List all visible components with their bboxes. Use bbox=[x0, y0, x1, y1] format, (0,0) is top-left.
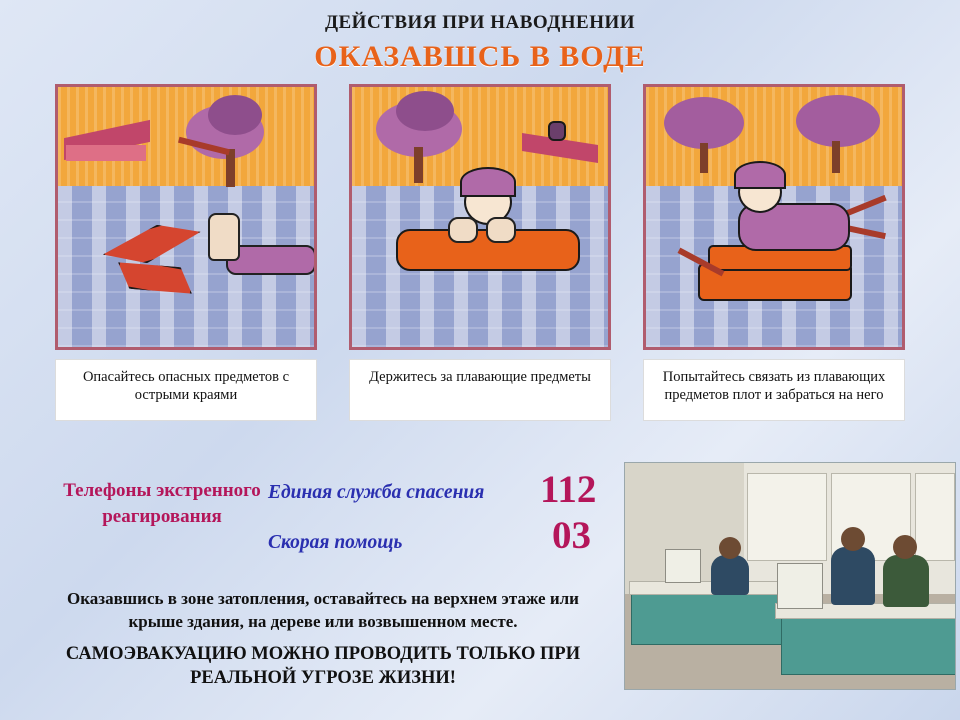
illustration-build-raft bbox=[643, 84, 905, 350]
photo-desk-right bbox=[781, 613, 956, 675]
panel-caption: Попытайтесь связать из плавающих предметов плот и забраться на него bbox=[643, 359, 905, 421]
tree-crown-icon bbox=[664, 97, 744, 149]
photo-operator-2-head bbox=[841, 527, 865, 551]
tree-crown-2-icon bbox=[396, 91, 454, 131]
service-number-1: 112 bbox=[540, 468, 597, 511]
tree-crown-2-icon bbox=[796, 95, 880, 147]
panel-caption: Опасайтесь опасных предметов с острыми краями bbox=[55, 359, 317, 421]
hand-right bbox=[486, 217, 516, 243]
emergency-phones-label: Телефоны экстренного реагирования bbox=[63, 480, 261, 527]
tree-crown-2-icon bbox=[208, 95, 262, 135]
photo-desk-left bbox=[631, 589, 783, 645]
service-number-2: 03 bbox=[552, 514, 591, 557]
panel-3 bbox=[643, 84, 905, 421]
service-name-2: Скорая помощь bbox=[268, 532, 403, 553]
hand-left bbox=[448, 217, 478, 243]
advice-line-1: Оказавшись в зоне затопления, оставайтесь на верхнем этаже или крыше здания, на дереве или возвышенном месте. bbox=[67, 589, 579, 631]
tree-trunk-2-icon bbox=[832, 141, 840, 173]
photo-operator-3 bbox=[883, 555, 929, 607]
page-title: ДЕЙСТВИЯ ПРИ НАВОДНЕНИИ bbox=[324, 12, 636, 33]
photo-monitor-2 bbox=[777, 563, 823, 609]
panel-caption: Держитесь за плавающие предметы bbox=[349, 359, 611, 421]
panel-1 bbox=[55, 84, 317, 421]
advice-block bbox=[40, 588, 606, 690]
page-subtitle: ОКАЗАВШСЬ В ВОДЕ bbox=[314, 40, 646, 73]
person-hair bbox=[734, 161, 786, 189]
photo-operator-2 bbox=[831, 547, 875, 605]
panels-row bbox=[0, 74, 960, 421]
photo-monitor-1 bbox=[665, 549, 701, 583]
service-name-1: Единая служба спасения bbox=[268, 482, 485, 503]
tree-trunk-icon bbox=[700, 143, 708, 173]
advice-line-2: САМОЭВАКУАЦИЮ МОЖНО ПРОВОДИТЬ ТОЛЬКО ПРИ РЕАЛЬНОЙ УГРОЗЕ ЖИЗНИ! bbox=[65, 643, 581, 688]
photo-desk-left-top bbox=[629, 581, 787, 595]
photo-window-3 bbox=[915, 473, 955, 561]
distant-person-icon bbox=[548, 121, 566, 141]
emergency-dispatch-room-photo bbox=[624, 462, 956, 690]
roof-side-icon bbox=[66, 145, 146, 161]
lower-section bbox=[0, 460, 960, 720]
photo-operator-1-head bbox=[719, 537, 741, 559]
illustration-hold-floating-object bbox=[349, 84, 611, 350]
illustration-sharp-objects bbox=[55, 84, 317, 350]
stop-hand-icon bbox=[208, 213, 240, 261]
panel-2 bbox=[349, 84, 611, 421]
tree-trunk-icon bbox=[414, 147, 423, 183]
photo-window-1 bbox=[747, 473, 827, 561]
photo-operator-1 bbox=[711, 555, 749, 595]
photo-operator-3-head bbox=[893, 535, 917, 559]
person-hair bbox=[460, 167, 516, 197]
